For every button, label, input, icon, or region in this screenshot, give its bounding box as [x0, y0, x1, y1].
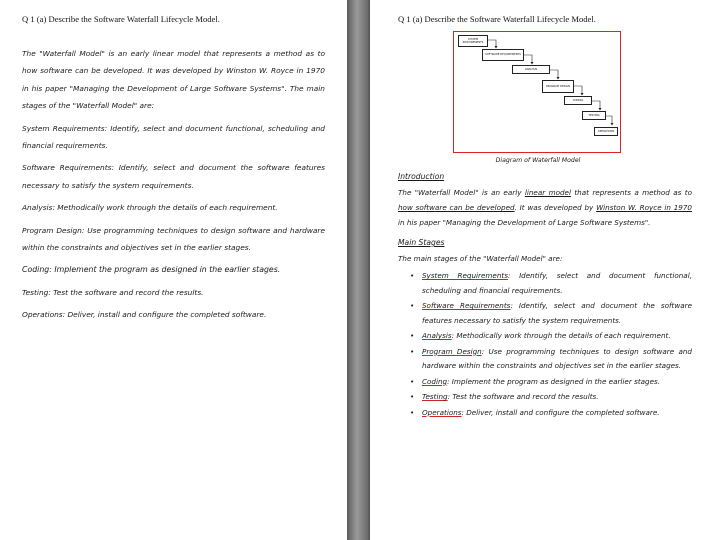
- list-item: [408, 390, 692, 405]
- stage-testing: Testing: Test the software and record the results.: [22, 287, 204, 297]
- page-gutter: [347, 0, 370, 540]
- stage-desc: : Identify, select and document the software features necessary to satisfy the system requirements.: [422, 301, 693, 325]
- stage-desc: : Use programming techniques to design software and hardware within the constraints and objectives set in the earlier stages.: [422, 346, 692, 370]
- intro-text-3: . It was developed by: [514, 203, 597, 212]
- bullet-icon: •: [410, 392, 415, 401]
- stage-desc: : Deliver, install and configure the completed software.: [461, 407, 660, 417]
- stage-term: Testing: [422, 392, 448, 401]
- intro-text-1: The "Waterfall Model" is an early: [398, 188, 525, 197]
- document-page-left: [0, 0, 347, 540]
- list-item: [408, 406, 692, 421]
- intro-link-how-software[interactable]: how software can be developed: [398, 203, 515, 212]
- waterfall-diagram: [453, 31, 621, 153]
- stage-term: Coding: [422, 376, 448, 386]
- stage-desc: : Test the software and record the results.: [447, 392, 599, 401]
- main-stages-intro: The main stages of the "Waterfall Model" are:: [398, 254, 563, 263]
- intro-text-4: in his paper "Managing the Development of Large Software Systems".: [398, 218, 651, 227]
- stage-system-requirements: System Requirements: Identify, select and document functional, scheduling and financial requirements.: [22, 123, 325, 151]
- intro-paragraph: [398, 185, 692, 230]
- main-stages-heading: Main Stages: [398, 238, 445, 247]
- bullet-icon: •: [410, 376, 415, 386]
- stage-desc: : Methodically work through the details of each requirement.: [451, 331, 671, 340]
- intro-text-2: that represents a method as to: [570, 188, 693, 197]
- list-item: [408, 375, 692, 390]
- diagram-box-program-design: PROGRAM DESIGN: [542, 80, 574, 93]
- stage-program-design: Program Design: Use programming techniques to design software and hardware within the constraints and objectives set in the earlier stages.: [22, 225, 325, 253]
- stage-analysis: Analysis: Methodically work through the details of each requirement.: [22, 203, 278, 213]
- stage-operations: Operations: Deliver, install and configure the completed software.: [22, 310, 267, 320]
- list-item: [408, 299, 692, 328]
- arrow-2: [524, 55, 532, 62]
- stage-term: Operations: [422, 407, 462, 417]
- stage-coding: Coding: Implement the program as designed in the earlier stages.: [22, 265, 281, 275]
- stage-desc: : Identify, select and document functional, scheduling and financial requirements.: [422, 271, 692, 295]
- intro-link-linear-model[interactable]: linear model: [524, 188, 571, 197]
- diagram-box-analysis: ANALYSIS: [512, 65, 550, 74]
- intro-heading: Introduction: [398, 172, 445, 181]
- intro-link-royce[interactable]: Winston W. Royce in 1970: [596, 203, 692, 212]
- diagram-box-software-requirements: SOFTWARE REQUIREMENTS: [482, 49, 524, 61]
- stage-term: System Requirements: [422, 271, 508, 280]
- arrow-5: [592, 101, 600, 108]
- arrow-1: [488, 40, 496, 46]
- stage-list: [408, 269, 692, 420]
- arrow-6: [606, 116, 612, 123]
- arrow-4: [574, 86, 582, 93]
- diagram-box-operations: OPERATIONS: [594, 127, 618, 136]
- bullet-icon: •: [410, 331, 415, 340]
- diagram-box-testing: TESTING: [582, 111, 606, 120]
- document-page-right: [370, 0, 720, 540]
- bullet-icon: •: [410, 346, 415, 356]
- arrow-3: [550, 70, 558, 77]
- stage-software-requirements: Software Requirements: Identify, select and document the software features necessary to satisfy the system requirements.: [22, 163, 325, 190]
- bullet-icon: •: [410, 407, 415, 417]
- stage-term: Program Design: [422, 346, 482, 356]
- question-title: Q 1 (a) Describe the Software Waterfall Lifecycle Model.: [22, 14, 220, 24]
- diagram-box-coding: CODING: [564, 96, 592, 105]
- question-title: Q 1 (a) Describe the Software Waterfall Lifecycle Model.: [398, 14, 596, 24]
- diagram-box-system-requirements: SYSTEM REQUIREMENTS: [458, 35, 488, 47]
- bullet-icon: •: [410, 301, 415, 310]
- diagram-caption: Diagram of Waterfall Model: [495, 157, 581, 164]
- intro-paragraph: The "Waterfall Model" is an early linear model that represents a method as to how software can be developed. It was developed by Winston W. Royce in 1970 in his paper "Managing the Development of Large Software Systems". The main stages of the "Waterfall Model" are:: [22, 49, 325, 111]
- bullet-icon: •: [410, 271, 415, 280]
- list-item: [408, 329, 692, 344]
- stage-term: Analysis: [422, 331, 452, 340]
- list-item: [408, 345, 692, 374]
- list-item: [408, 269, 692, 298]
- stage-desc: : Implement the program as designed in the earlier stages.: [447, 376, 661, 386]
- stage-term: Software Requirements: [422, 301, 511, 310]
